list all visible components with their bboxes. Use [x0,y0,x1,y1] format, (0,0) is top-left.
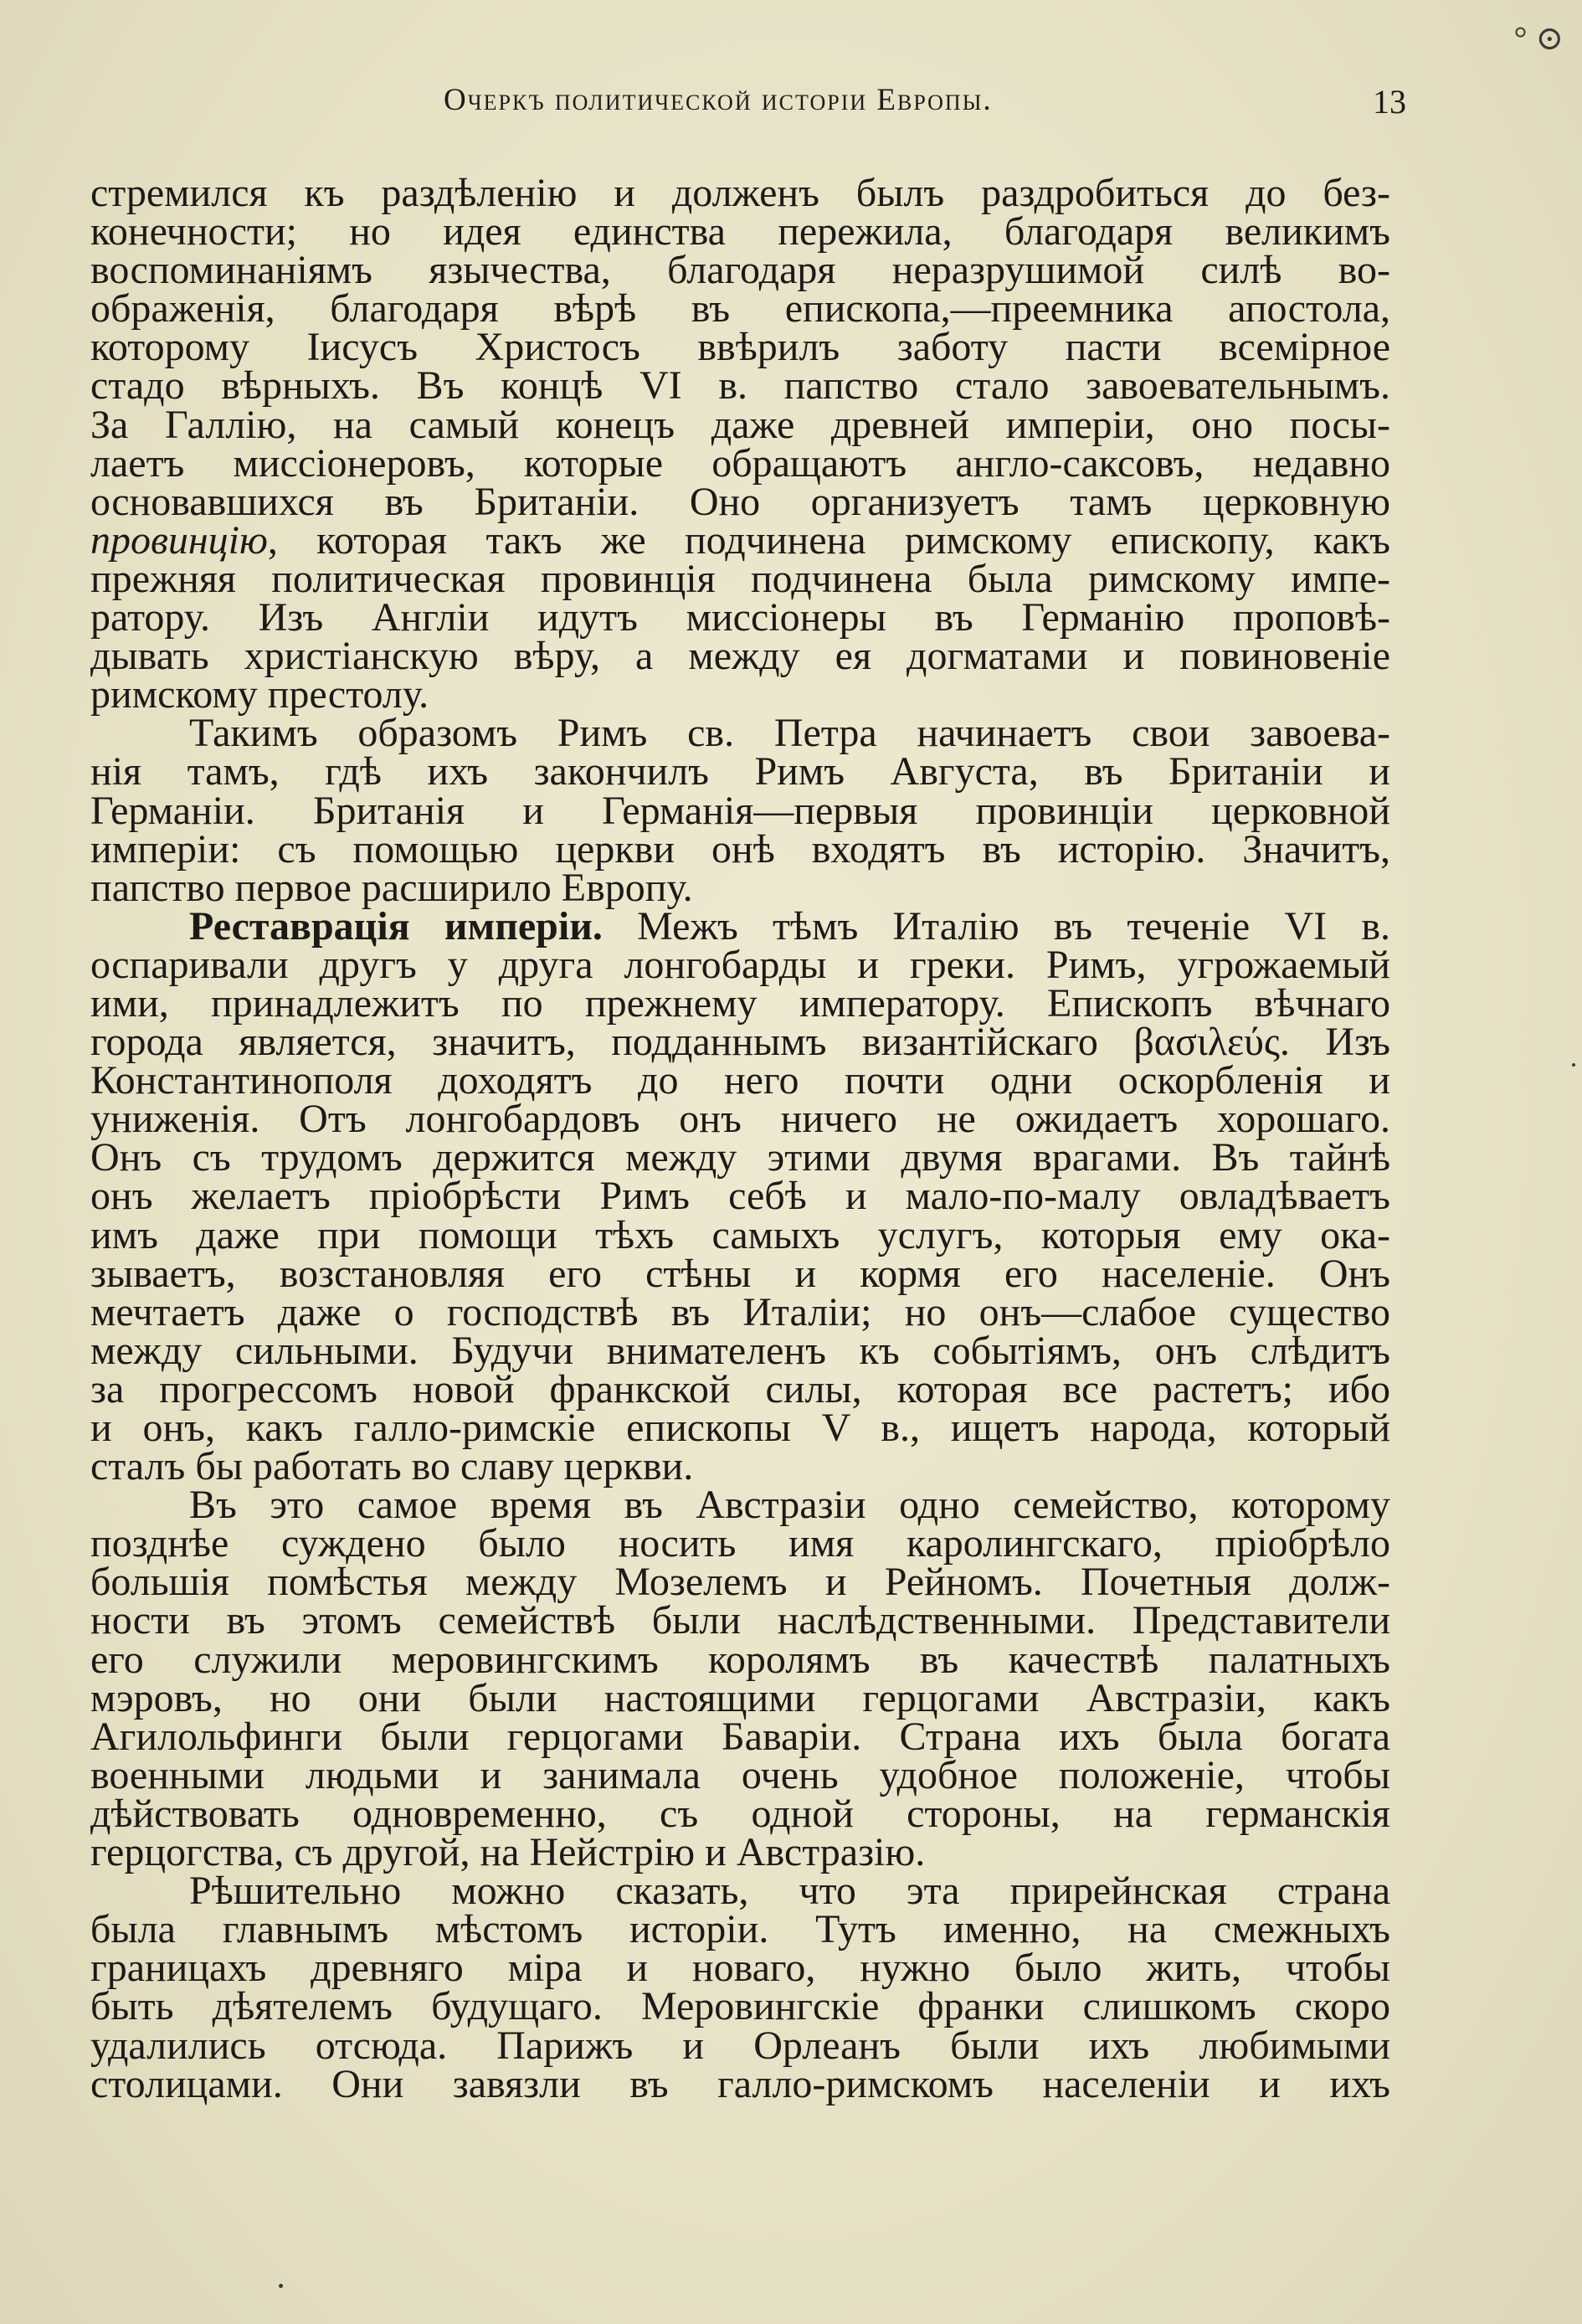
text-fragment: , которая такъ же подчинена римскому епископу, какъ [267,517,1390,563]
text-line: позднѣе суждено было носить имя каролингскаго, пріобрѣло [90,1521,1390,1566]
text-line [90,517,1390,563]
paper-speck [279,2284,283,2288]
text-line: большія помѣстья между Мозелемъ и Рейномъ. Почетныя долж- [90,1560,1390,1605]
text-line: Онъ съ трудомъ держится между этими двумя врагами. Въ тайнѣ [90,1135,1390,1180]
text-line: конечности; но идея единства пережила, благодаря великимъ [90,209,1390,255]
text-line: Константинополя доходятъ до него почти одни оскорбленія и [90,1058,1390,1103]
text-line: стремился къ раздѣленію и долженъ былъ раздробиться до без- [90,171,1390,215]
body-text [90,171,1390,2106]
italic-word: провинцію [90,517,268,563]
text-line: прежняя политическая провинція подчинена была римскому импе- [90,556,1390,601]
text-line: которому Іисусъ Христосъ ввѣрилъ заботу пасти всемірное [90,325,1390,370]
text-line: лаетъ миссіонеровъ, которые обращаютъ англо-саксовъ, недавно [90,440,1390,486]
text-line: между сильными. Будучи внимателенъ къ событіямъ, онъ слѣдитъ [90,1328,1390,1373]
text-line [90,903,1390,949]
paper-speck [1572,1063,1575,1067]
page-number: 13 [1373,83,1406,121]
text-line: дѣйствовать одновременно, съ одной стороны, на германскія [90,1791,1390,1836]
text-line: ими, принадлежитъ по прежнему императору. Епископъ вѣчнаго [90,980,1390,1026]
text-fragment: Межъ тѣмъ Италію въ теченіе VI в. [602,903,1390,949]
text-line: военными людьми и занимала очень удобное положеніе, чтобы [90,1752,1390,1797]
text-line: Германіи. Британія и Германія—первыя провинціи церковной [90,788,1390,833]
text-line: Рѣшительно можно сказать, что эта прирейнская страна [189,1869,1390,1914]
text-line: герцогства, съ другой, на Нейстрію и Австразію. [90,1830,926,1875]
text-line: мечтаетъ даже о господствѣ въ Италіи; но онъ—слабое существо [90,1289,1390,1334]
text-line: воспоминаніямъ язычества, благодаря неразрушимой силѣ во- [90,248,1390,293]
text-line: Агилольфинги были герцогами Баваріи. Страна ихъ была богата [90,1714,1390,1759]
text-line: дывать христіанскую вѣру, а между ея догматами и повиновеніе [90,634,1390,679]
text-line: стадо вѣрныхъ. Въ концѣ VI в. папство стало завоевательнымъ. [90,363,1390,409]
text-line: столицами. Они завязли въ галло-римскомъ населеніи и ихъ [90,2061,1390,2106]
text-line: имъ даже при помощи тѣхъ самыхъ услугъ, которыя ему ока- [90,1212,1390,1257]
page-header [92,82,1406,132]
text-line: Въ это самое время въ Австразіи одно семейство, которому [189,1483,1390,1528]
text-line: Такимъ образомъ Римъ св. Петра начинаетъ свои завоева- [189,711,1390,756]
text-line: была главнымъ мѣстомъ исторіи. Тутъ именно, на смежныхъ [90,1907,1390,1952]
text-line: ности въ этомъ семействѣ были наслѣдственными. Представители [90,1598,1390,1643]
text-line: оспаривали другъ у друга лонгобарды и греки. Римъ, угрожаемый [90,942,1390,987]
section-heading: Реставрація имперіи. [189,903,603,949]
running-title: Очеркъ политической исторіи Европы. [444,83,993,117]
text-line: города является, значитъ, подданнымъ византійскаго βασιλεύς. Изъ [90,1020,1390,1065]
text-line: онъ желаетъ пріобрѣсти Римъ себѣ и мало-по-малу овладѣваетъ [90,1174,1390,1219]
paragraph [90,1483,1390,1875]
paragraph [90,711,1390,910]
text-line: униженія. Отъ лонгобардовъ онъ ничего не ожидаетъ хорошаго. [90,1097,1390,1142]
text-line: ображенія, благодаря вѣрѣ въ епископа,—преемника апостола, [90,286,1390,332]
text-line: быть дѣятелемъ будущаго. Меровингскіе франки слишкомъ скоро [90,1984,1390,2029]
text-line: основавшихся въ Британіи. Оно организуетъ тамъ церковную [90,479,1390,524]
corner-mark: ° ⊙ [1513,19,1564,57]
text-line: мэровъ, но они были настоящими герцогами Австразіи, какъ [90,1675,1390,1720]
text-line: удалились отсюда. Парижъ и Орлеанъ были ихъ любимыми [90,2023,1390,2068]
text-line: За Галлію, на самый конецъ даже древней имперіи, оно посы- [90,402,1390,447]
text-line: римскому престолу. [90,672,429,717]
text-line: за прогрессомъ новой франкской силы, которая все растетъ; ибо [90,1366,1390,1411]
text-line: зываетъ, возстановляя его стѣны и кормя его населеніе. Онъ [90,1251,1390,1296]
paragraph [90,903,1390,1489]
text-line: имперіи: съ помощью церкви онѣ входятъ въ исторію. Значитъ, [90,826,1390,872]
text-line: сталъ бы работать во славу церкви. [90,1444,694,1489]
text-line: папство первое расширило Европу. [90,865,693,910]
text-line: границахъ древняго міра и новаго, нужно было жить, чтобы [90,1946,1390,1991]
text-line: ратору. Изъ Англіи идутъ миссіонеры въ Германію проповѣ- [90,595,1390,640]
text-line: его служили меровингскимъ королямъ въ качествѣ палатныхъ [90,1637,1390,1682]
text-line: и онъ, какъ галло-римскіе епископы V в., ищетъ народа, который [90,1406,1390,1450]
paragraph [90,171,1390,717]
text-line: нія тамъ, гдѣ ихъ закончилъ Римъ Августа, въ Британіи и [90,749,1390,794]
paragraph [90,1869,1390,2106]
